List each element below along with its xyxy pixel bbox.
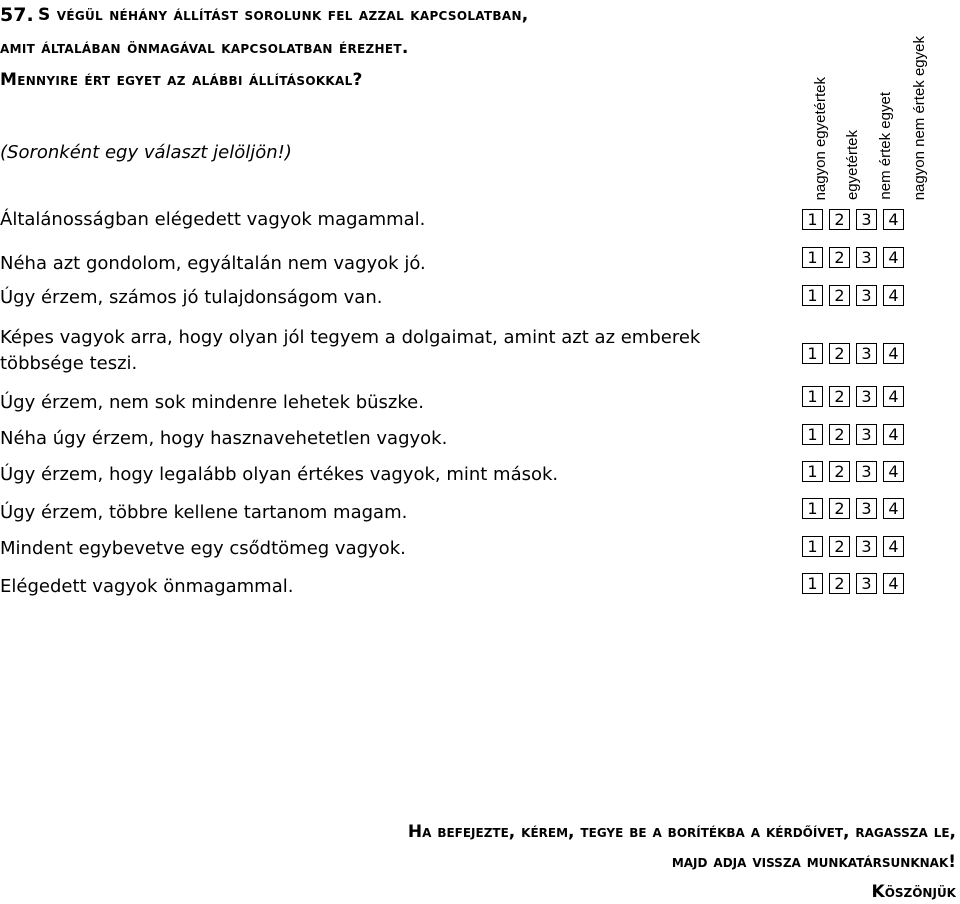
footer-instruction: Ha befejezte, kérem, tegye be a borítékba a kérdőívet, ragassza le, [407,822,956,842]
response-scale [802,285,904,306]
response-option-1[interactable]: 1 [802,209,823,230]
statement-text: Úgy érzem, nem sok mindenre lehetek büszke. [0,392,424,413]
response-option-3[interactable]: 3 [856,461,877,482]
response-option-1[interactable]: 1 [802,536,823,557]
response-option-2[interactable]: 2 [829,386,850,407]
question-heading-line-2: amit általában önmagával kapcsolatban érezhet. [0,38,409,58]
statement-text: Úgy érzem, hogy legalább olyan értékes vagyok, mint mások. [0,464,559,485]
response-option-4[interactable]: 4 [883,424,904,445]
statement-text: Úgy érzem, számos jó tulajdonságom van. [0,287,383,308]
response-option-2[interactable]: 2 [829,461,850,482]
response-option-1[interactable]: 1 [802,498,823,519]
response-option-4[interactable]: 4 [883,247,904,268]
statement-text: Úgy érzem, többre kellene tartanom magam. [0,502,408,523]
response-option-2[interactable]: 2 [829,573,850,594]
footer-thanks: Köszönjük [871,882,956,902]
response-scale [802,461,904,482]
statement-text: Mindent egybevetve egy csődtömeg vagyok. [0,538,406,559]
question-number: 57. [0,4,34,26]
response-scale [802,386,904,407]
response-option-3[interactable]: 3 [856,498,877,519]
column-header-3: nem értek egyet [877,92,894,200]
response-option-2[interactable]: 2 [829,498,850,519]
response-option-3[interactable]: 3 [856,536,877,557]
response-option-1[interactable]: 1 [802,247,823,268]
column-headers [800,0,960,200]
response-option-1[interactable]: 1 [802,343,823,364]
statement-text: Általánosságban elégedett vagyok magammal. [0,209,426,230]
response-option-4[interactable]: 4 [883,343,904,364]
response-option-1[interactable]: 1 [802,573,823,594]
column-header-4: nagyon nem értek egyek [911,35,928,200]
response-scale [802,573,904,594]
response-option-2[interactable]: 2 [829,285,850,306]
question-heading-line-1: S végül néhány állítást sorolunk fel azzal kapcsolatban, [38,5,529,25]
response-option-1[interactable]: 1 [802,386,823,407]
response-scale [802,536,904,557]
column-header-2: egyetértek [844,129,861,200]
response-option-4[interactable]: 4 [883,285,904,306]
column-header-1: nagyon egyetértek [812,76,829,200]
response-scale [802,498,904,519]
response-scale [802,247,904,268]
response-option-3[interactable]: 3 [856,209,877,230]
response-option-4[interactable]: 4 [883,461,904,482]
statement-text: Képes vagyok arra, hogy olyan jól tegyem a dolgaimat, amint azt az emberek többsége teszi. [0,327,701,374]
response-option-3[interactable]: 3 [856,386,877,407]
response-scale [802,343,904,364]
response-option-4[interactable]: 4 [883,209,904,230]
response-option-4[interactable]: 4 [883,573,904,594]
statement-text: Néha azt gondolom, egyáltalán nem vagyok jó. [0,253,426,274]
response-option-3[interactable]: 3 [856,285,877,306]
response-option-4[interactable]: 4 [883,386,904,407]
instruction-text: (Soronként egy választ jelöljön!) [0,142,292,163]
response-option-2[interactable]: 2 [829,209,850,230]
statement-text: Elégedett vagyok önmagammal. [0,576,294,597]
statement-text: Néha úgy érzem, hogy hasznavehetetlen vagyok. [0,428,448,449]
response-scale [802,209,904,230]
response-option-1[interactable]: 1 [802,461,823,482]
response-option-3[interactable]: 3 [856,247,877,268]
response-option-2[interactable]: 2 [829,247,850,268]
response-option-1[interactable]: 1 [802,285,823,306]
response-option-1[interactable]: 1 [802,424,823,445]
response-option-2[interactable]: 2 [829,536,850,557]
footer-return: majd adja vissza munkatársunknak! [671,852,956,872]
response-option-3[interactable]: 3 [856,573,877,594]
response-scale [802,424,904,445]
response-option-2[interactable]: 2 [829,424,850,445]
question-heading-line-3: Mennyire ért egyet az alábbi állításokkal? [0,70,363,90]
response-option-3[interactable]: 3 [856,424,877,445]
response-option-4[interactable]: 4 [883,536,904,557]
response-option-4[interactable]: 4 [883,498,904,519]
response-option-2[interactable]: 2 [829,343,850,364]
response-option-3[interactable]: 3 [856,343,877,364]
